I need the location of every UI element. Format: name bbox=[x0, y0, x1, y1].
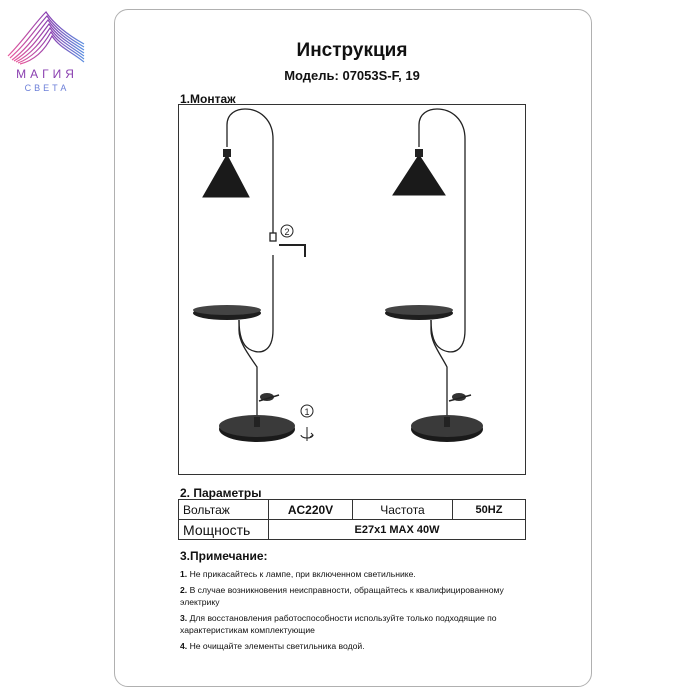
notes-list bbox=[180, 568, 525, 656]
section-mounting-heading: 1.Монтаж bbox=[180, 92, 236, 106]
note-text: В случае возникновения неисправности, обращайтесь к квалифицированному электрику bbox=[180, 585, 504, 607]
callout-2-label: 2 bbox=[284, 227, 290, 237]
lamp-shade-right bbox=[393, 155, 445, 195]
power-value: E27x1 MAX 40W bbox=[269, 520, 526, 540]
logo-title: МАГИЯ bbox=[16, 67, 78, 81]
section-notes-heading: 3.Примечание: bbox=[180, 549, 268, 563]
lamp-shade-left bbox=[203, 155, 249, 197]
note-text: Не очищайте элементы светильника водой. bbox=[189, 641, 365, 651]
voltage-value: AC220V bbox=[269, 500, 353, 520]
table-row bbox=[179, 500, 526, 520]
power-label: Мощность bbox=[179, 520, 269, 540]
list-item bbox=[180, 640, 525, 652]
voltage-label: Вольтаж bbox=[179, 500, 269, 520]
document-title: Инструкция bbox=[296, 40, 408, 61]
logo-waves-icon bbox=[4, 4, 90, 66]
rotate-arrow-icon bbox=[301, 427, 313, 441]
document-model: Модель: 07053S-F, 19 bbox=[284, 68, 420, 83]
frequency-label: Частота bbox=[353, 500, 453, 520]
floor-lamp-illustration bbox=[179, 105, 525, 474]
logo-subtitle: СВЕТА bbox=[24, 83, 70, 93]
callout-1-label: 1 bbox=[304, 407, 310, 417]
note-number: 1. bbox=[180, 569, 188, 579]
mounting-drawing bbox=[178, 104, 526, 475]
table-row bbox=[179, 520, 526, 540]
note-text: Не прикасайтесь к лампе, при включенном светильнике. bbox=[189, 569, 416, 579]
note-number: 2. bbox=[180, 585, 188, 595]
brand-logo bbox=[4, 4, 90, 96]
note-number: 4. bbox=[180, 641, 188, 651]
lamp-arm-right bbox=[419, 109, 465, 330]
note-text: Для восстановления работоспособности используйте только подходящие по характеристикам комплектующие bbox=[180, 613, 497, 635]
section-params-heading: 2. Параметры bbox=[180, 486, 262, 500]
frequency-value: 50HZ bbox=[453, 500, 526, 520]
cord-switch-left-icon bbox=[259, 393, 279, 401]
list-item bbox=[180, 584, 525, 608]
lamp-loop-left bbox=[239, 255, 273, 352]
note-number: 3. bbox=[180, 613, 188, 623]
params-table bbox=[178, 499, 526, 540]
list-item bbox=[180, 612, 525, 636]
cord-switch-right-icon bbox=[449, 393, 471, 401]
list-item bbox=[180, 568, 525, 580]
